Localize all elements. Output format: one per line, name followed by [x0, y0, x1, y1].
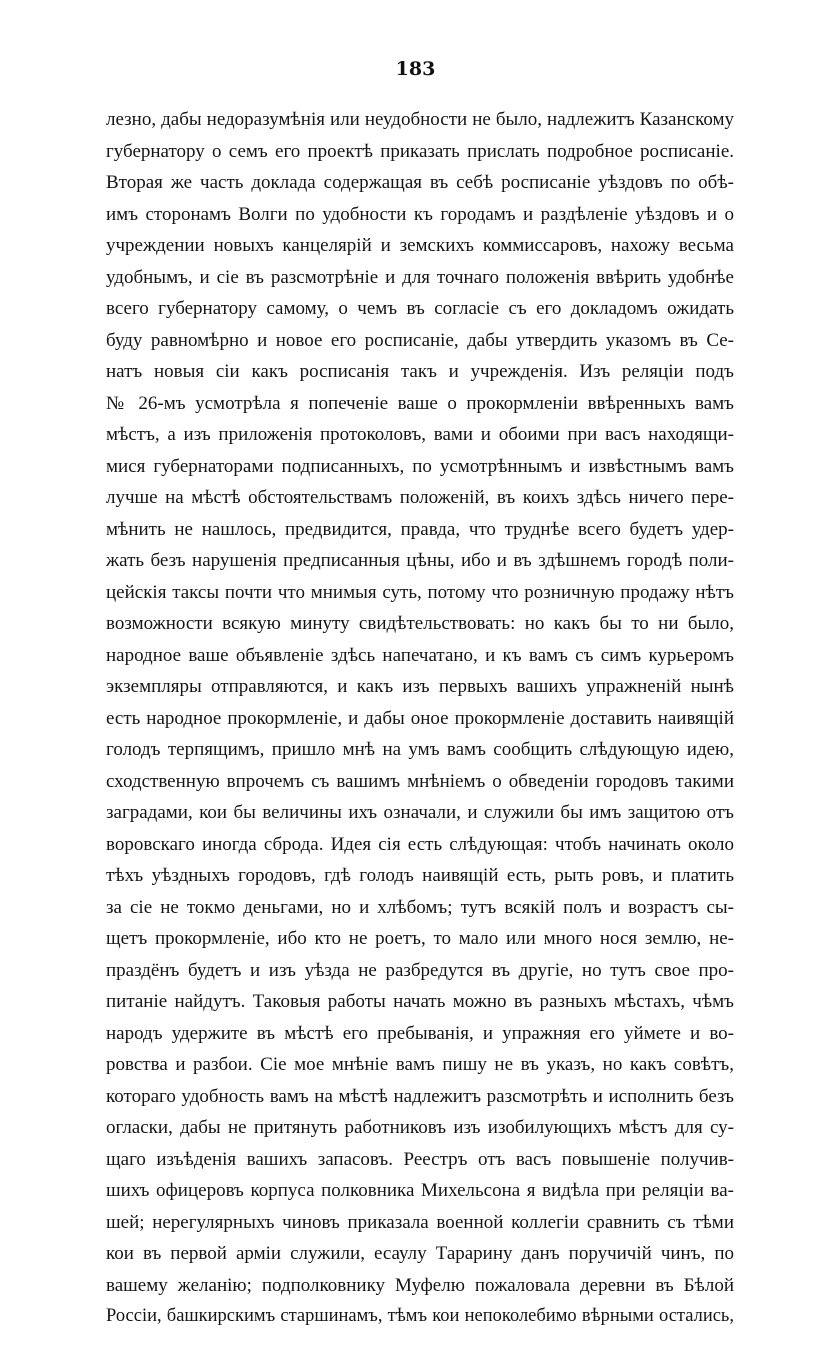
- text-line: шихъ офицеровъ корпуса полковника Михельсона я видѣла при реляціи ва-: [106, 1175, 734, 1207]
- text-line: мѣнить не нашлось, предвидится, правда, что труднѣе всего будетъ удер-: [106, 514, 734, 546]
- text-line: мися губернаторами подписанныхъ, по усмотрѣннымъ и извѣстнымъ вамъ: [106, 451, 734, 483]
- text-line: щаго изъѣденія вашихъ запасовъ. Реестръ отъ васъ повышеніе получив-: [106, 1144, 734, 1176]
- text-line: воровскаго иногда сброда. Идея сія есть слѣдующая: чтобъ начинать около: [106, 829, 734, 861]
- text-line: шей; нерегулярныхъ чиновъ приказала военной коллегіи сравнить съ тѣми: [106, 1207, 734, 1239]
- text-line: заградами, кои бы величины ихъ означали, и служили бы имъ защитою отъ: [106, 797, 734, 829]
- text-line: за сіе не токмо деньгами, но и хлѣбомъ; тутъ всякій полъ и возрастъ сы-: [106, 892, 734, 924]
- text-line: экземпляры отправляются, и какъ изъ первыхъ вашихъ упражненій нынѣ: [106, 671, 734, 703]
- page-number: 183: [0, 58, 831, 80]
- text-line: буду равномѣрно и новое его росписаніе, дабы утвердить указомъ въ Се-: [106, 325, 734, 357]
- text-line: № 26-мъ усмотрѣла я попеченіе ваше о прокормленіи ввѣренныхъ вамъ: [106, 388, 734, 420]
- text-line: возможности всякую минуту свидѣтельствовать: но какъ бы то ни было,: [106, 608, 734, 640]
- text-line: цейскія таксы почти что мнимыя суть, потому что розничную продажу нѣтъ: [106, 577, 734, 609]
- text-line: имъ сторонамъ Волги по удобности къ городамъ и раздѣленіе уѣздовъ и о: [106, 199, 734, 231]
- text-line: мѣстъ, а изъ приложенія протоколовъ, вами и обоими при васъ находящи-: [106, 419, 734, 451]
- text-line: народное ваше объявленіе здѣсь напечатано, и къ вамъ съ симъ курьеромъ: [106, 640, 734, 672]
- text-line: тѣхъ уѣздныхъ городовъ, гдѣ голодъ наивящій есть, рыть ровъ, и платить: [106, 860, 734, 892]
- text-line: удобнымъ, и сіе въ разсмотрѣніе и для точнаго положенія ввѣрить удобнѣе: [106, 262, 734, 294]
- text-line: сходственную впрочемъ съ вашимъ мнѣніемъ о обведеніи городовъ такими: [106, 766, 734, 798]
- text-line: есть народное прокормленіе, и дабы оное прокормленіе доставить наивящій: [106, 703, 734, 735]
- text-line: народъ удержите въ мѣстѣ его пребыванія, и упражняя его уймете и во-: [106, 1018, 734, 1050]
- body-text: [106, 104, 734, 1364]
- text-line: Россіи, башкирскимъ старшинамъ, тѣмъ кои непоколебимо вѣрными остались,: [106, 1301, 734, 1333]
- text-line: голодъ терпящимъ, пришло мнѣ на умъ вамъ сообщить слѣдующую идею,: [106, 734, 734, 766]
- text-line: кои въ первой арміи служили, есаулу Тарарину данъ поручичій чинъ, по: [106, 1238, 734, 1270]
- text-line: лезно, дабы недоразумѣнія или неудобности не было, надлежитъ Казанскому: [106, 104, 734, 136]
- text-line: губернатору о семъ его проектѣ приказать прислать подробное росписаніе.: [106, 136, 734, 168]
- text-line: питаніе найдутъ. Таковыя работы начать можно въ разныхъ мѣстахъ, чѣмъ: [106, 986, 734, 1018]
- text-line: жать безъ нарушенія предписанныя цѣны, ибо и въ здѣшнемъ городѣ поли-: [106, 545, 734, 577]
- text-line: [106, 1333, 734, 1364]
- text-line: щетъ прокормленіе, ибо кто не роетъ, то мало или много нося землю, не-: [106, 923, 734, 955]
- text-line: лучше на мѣстѣ обстоятельствамъ положеній, въ коихъ здѣсь ничего пере-: [106, 482, 734, 514]
- text-line: огласки, дабы не притянуть работниковъ изъ изобилующихъ мѣстъ для су-: [106, 1112, 734, 1144]
- text-line: праздёнъ будетъ и изъ уѣзда не разбредутся въ другіе, но тутъ свое про-: [106, 955, 734, 987]
- text-line: всего губернатору самому, о чемъ въ согласіе съ его докладомъ ожидать: [106, 293, 734, 325]
- text-line: натъ новыя сіи какъ росписанія такъ и учрежденія. Изъ реляціи подъ: [106, 356, 734, 388]
- text-line: котораго удобность вамъ на мѣстѣ надлежитъ разсмотрѣть и исполнить безъ: [106, 1081, 734, 1113]
- text-line: вашему желанію; подполковнику Муфелю пожаловала деревни въ Бѣлой: [106, 1270, 734, 1302]
- text-line: учреждении новыхъ канцелярій и земскихъ коммиссаровъ, нахожу весьма: [106, 230, 734, 262]
- text-line: Вторая же часть доклада содержащая въ себѣ росписаніе уѣздовъ по обѣ-: [106, 167, 734, 199]
- text-line: ровства и разбои. Сіе мое мнѣніе вамъ пишу не въ указъ, но какъ совѣтъ,: [106, 1049, 734, 1081]
